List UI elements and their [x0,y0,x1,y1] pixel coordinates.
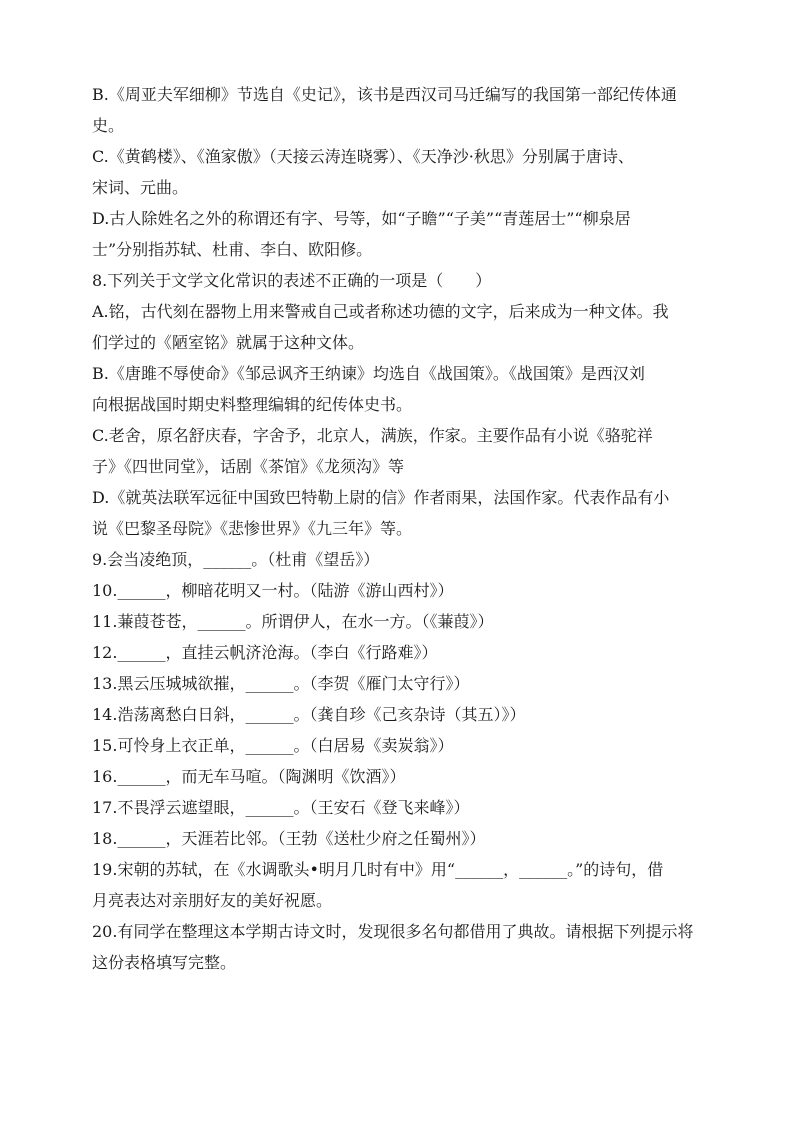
question-14: 14.浩荡离愁白日斜，______。（龚自珍《己亥杂诗（其五）》） [92,705,526,724]
question-11: 11.蒹葭苍苍，______。所谓伊人，在水一方。（《蒹葭》） [92,612,494,631]
question-13: 13.黑云压城城欲摧，______。（李贺《雁门太守行》） [92,674,470,693]
question-16: 16.______，而无车马喧。（陶渊明《饮酒》） [92,767,406,786]
question-18: 18.______，天涯若比邻。（王勃《送杜少府之任蜀州》） [92,829,486,848]
question-17: 17.不畏浮云遮望眼，______。（王安石《登飞来峰》） [92,798,470,817]
q8-option-c-line-2: 子》《四世同堂》，话剧《茶馆》《龙须沟》等 [92,457,405,476]
option-d-line-2: 士”分别指苏轼、杜甫、李白、欧阳修。 [92,240,373,259]
q8-option-a-line-1: A.铭，古代刻在器物上用来警戒自己或者称述功德的文字，后来成为一种文体。我 [92,302,669,321]
q8-option-b-line-2: 向根据战国时期史料整理编辑的纪传体史书。 [92,395,413,414]
option-b-line-2: 史。 [92,116,125,135]
question-20-line-2: 这份表格填写完整。 [92,953,237,972]
question-8: 8.下列关于文学文化常识的表述不正确的一项是（ ） [92,271,492,290]
question-10: 10.______，柳暗花明又一村。（陆游《游山西村》） [92,581,454,600]
option-c-line-2: 宋词、元曲。 [92,178,189,197]
question-15: 15.可怜身上衣正单，______。（白居易《卖炭翁》） [92,736,454,755]
q8-option-d-line-1: D.《就英法联军远征中国致巴特勒上尉的信》作者雨果，法国作家。代表作品有小 [92,488,670,507]
option-d-line-1: D.古人除姓名之外的称谓还有字、号等，如“子瞻”“子美”“青莲居士”“柳泉居 [92,209,631,228]
q8-option-b-line-1: B.《唐雎不辱使命》《邹忌讽齐王纳谏》均选自《战国策》。《战国策》是西汉刘 [92,364,645,383]
q8-option-c-line-1: C.老舍，原名舒庆春，字舍予，北京人，满族，作家。主要作品有小说《骆驼祥 [92,426,653,445]
question-19-line-1: 19.宋朝的苏轼，在《水调歌头•明月几时有中》用“______，______。”的诗句，借 [92,860,664,879]
q8-option-a-line-2: 们学过的《陋室铭》就属于这种文体。 [92,333,365,352]
question-12: 12.______，直挂云帆济沧海。（李白《行路难》） [92,643,438,662]
q8-option-d-line-2: 说《巴黎圣母院》《悲惨世界》《九三年》等。 [92,519,413,538]
option-c-line-1: C.《黄鹤楼》、《渔家傲》（天接云涛连晓雾）、《天净沙·秋思》分别属于唐诗、 [92,147,634,166]
question-20-line-1: 20.有同学在整理这本学期古诗文时，发现很多名句都借用了典故。请根据下列提示将 [92,922,694,941]
question-19-line-2: 月亮表达对亲朋好友的美好祝愿。 [92,891,333,910]
option-b-line-1: B.《周亚夫军细柳》节选自《史记》，该书是西汉司马迁编写的我国第一部纪传体通 [92,85,677,104]
question-9: 9.会当凌绝顶，______。（杜甫《望岳》） [92,550,380,569]
